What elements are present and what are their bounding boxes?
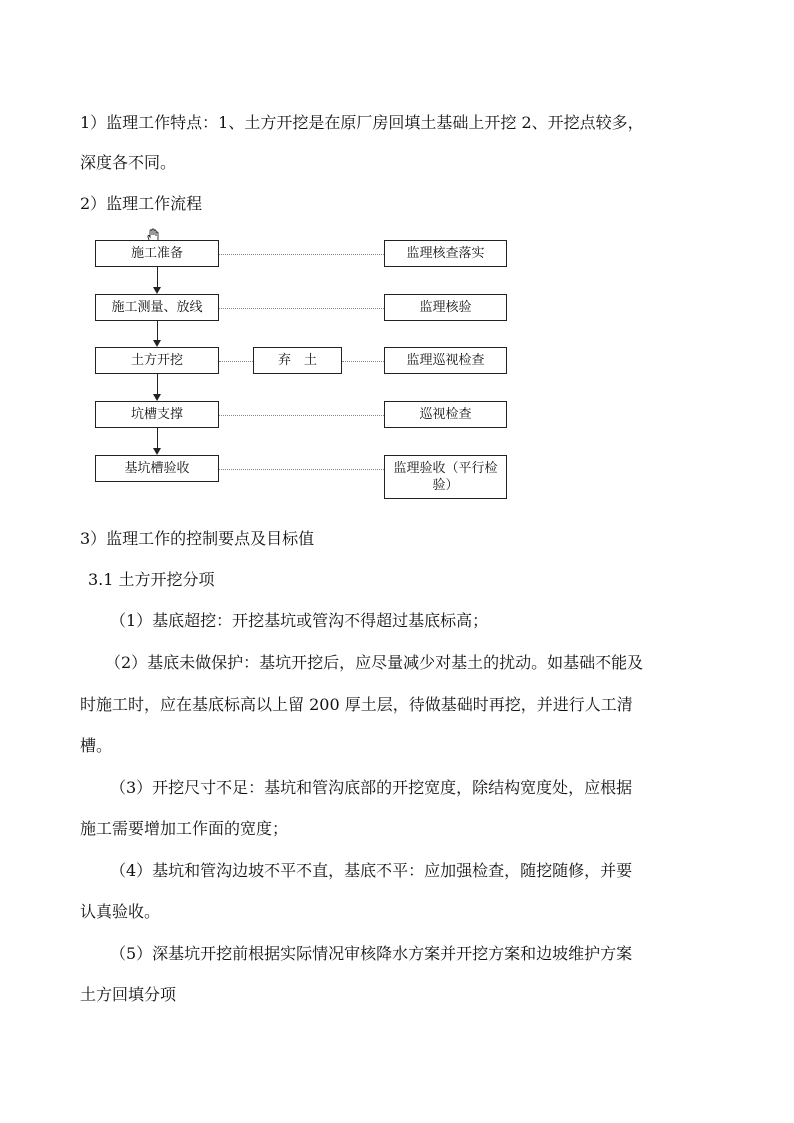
supervision-acceptance bbox=[384, 455, 507, 499]
connector-dotted bbox=[342, 361, 384, 362]
paragraph-2-heading: 2）监理工作流程 bbox=[80, 194, 203, 213]
supervision-check: 监理核查落实 bbox=[384, 240, 507, 267]
supervision-patrol: 监理巡视检查 bbox=[384, 347, 507, 374]
paragraph-1-line-2: 深度各不同。 bbox=[80, 153, 177, 172]
item-1: （1）基底超挖：开挖基坑或管沟不得超过基底标高； bbox=[110, 611, 489, 630]
paragraph-1-line-1: 1）监理工作特点：1、土方开挖是在原厂房回填土基础上开挖 2、开挖点较多， bbox=[80, 113, 644, 132]
item-2-line-3: 槽。 bbox=[80, 736, 113, 755]
arrow-head bbox=[153, 340, 161, 347]
arrow-line bbox=[157, 374, 158, 394]
connector-dotted bbox=[219, 415, 384, 416]
arrow-line bbox=[157, 321, 158, 340]
arrow-head bbox=[153, 287, 161, 294]
item-4-line-1: （4）基坑和管沟边坡不平不直，基底不平：应加强检查，随挖随修，并要 bbox=[110, 861, 633, 880]
section-3-1-heading: 3.1 土方开挖分项 bbox=[88, 570, 215, 589]
item-5-line-1: （5）深基坑开挖前根据实际情况审核降水方案并开挖方案和边坡维护方案 bbox=[110, 944, 633, 963]
arrow-line bbox=[157, 267, 158, 287]
arrow-line bbox=[157, 428, 158, 448]
flow-step-acceptance: 基坑槽验收 bbox=[95, 455, 219, 482]
supervision-acceptance-line-2: 验） bbox=[432, 478, 459, 493]
flow-step-prepare: 施工准备 bbox=[95, 240, 219, 267]
connector-dotted bbox=[219, 361, 253, 362]
flow-step-spoil: 弃 土 bbox=[253, 347, 342, 374]
item-4-line-2: 认真验收。 bbox=[80, 902, 161, 921]
item-2-line-1: （2）基底未做保护：基坑开挖后，应尽量减少对基土的扰动。如基础不能及 bbox=[105, 653, 644, 672]
supervision-acceptance-line-1: 监理验收（平行检 bbox=[393, 461, 498, 476]
flow-step-support: 坑槽支撑 bbox=[95, 401, 219, 428]
item-2-line-2: 时施工时，应在基底标高以上留 200 厚土层，待做基础时再挖，并进行人工清 bbox=[80, 695, 633, 714]
arrow-head bbox=[153, 448, 161, 455]
connector-dotted bbox=[219, 254, 384, 255]
connector-dotted bbox=[219, 308, 384, 309]
item-3-line-2: 施工需要增加工作面的宽度； bbox=[80, 819, 289, 838]
paragraph-3-heading: 3）监理工作的控制要点及目标值 bbox=[80, 529, 315, 548]
flow-step-excavation: 土方开挖 bbox=[95, 347, 219, 374]
supervision-verify: 监理核验 bbox=[384, 294, 507, 321]
flow-step-survey: 施工测量、放线 bbox=[95, 294, 219, 321]
patrol-inspection: 巡视检查 bbox=[384, 401, 507, 428]
arrow-head bbox=[153, 394, 161, 401]
item-3-line-1: （3）开挖尺寸不足：基坑和管沟底部的开挖宽度，除结构宽度处，应根据 bbox=[110, 778, 633, 797]
item-5-line-2: 土方回填分项 bbox=[80, 985, 177, 1004]
connector-dotted bbox=[219, 469, 384, 470]
